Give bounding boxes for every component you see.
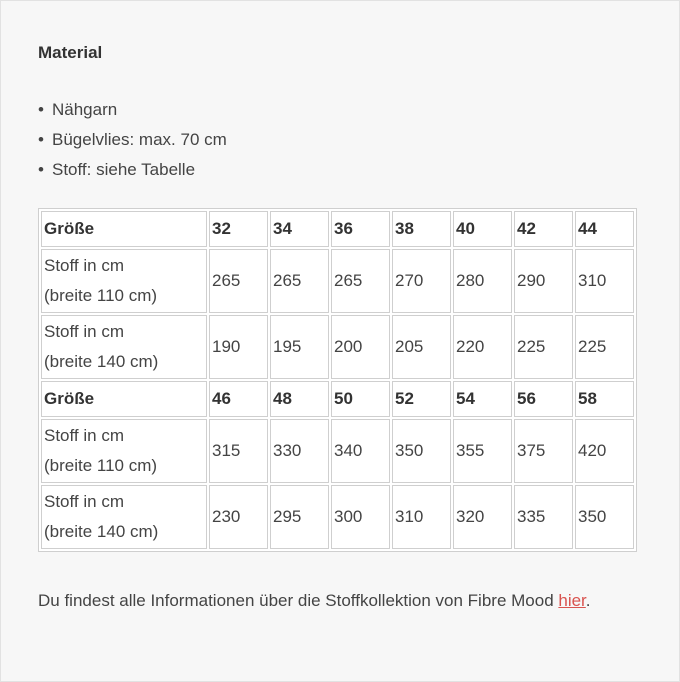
material-item: • Nähgarn (38, 96, 227, 126)
value-cell: 420 (575, 419, 634, 483)
value-cell: 205 (392, 315, 451, 379)
row-label (41, 249, 207, 313)
size-cell: 42 (514, 211, 573, 247)
value-cell: 350 (392, 419, 451, 483)
table-row (41, 485, 634, 549)
hier-link[interactable]: hier (558, 591, 586, 610)
value-cell: 315 (209, 419, 268, 483)
value-cell: 355 (453, 419, 512, 483)
footer-text: Du findest alle Informationen über die Stoffkollektion von Fibre Mood (38, 591, 559, 610)
row-label-line: Stoff in cm (44, 426, 124, 445)
row-label-line: (breite 140 cm) (44, 352, 159, 371)
table-row (41, 419, 634, 483)
footer-paragraph (38, 586, 638, 616)
size-cell: 56 (514, 381, 573, 417)
value-cell: 200 (331, 315, 390, 379)
size-header-label: Größe (41, 211, 207, 247)
table-row (41, 249, 634, 313)
size-cell: 44 (575, 211, 634, 247)
size-cell: 46 (209, 381, 268, 417)
table-header-row (41, 381, 634, 417)
value-cell: 335 (514, 485, 573, 549)
value-cell: 190 (209, 315, 268, 379)
value-cell: 310 (575, 249, 634, 313)
value-cell: 270 (392, 249, 451, 313)
footer-period: . (585, 591, 591, 610)
section-heading: Material (38, 43, 103, 62)
row-label-line: Stoff in cm (44, 256, 124, 275)
value-cell: 265 (209, 249, 268, 313)
row-label-line: Stoff in cm (44, 492, 124, 511)
value-cell: 220 (453, 315, 512, 379)
value-cell: 230 (209, 485, 268, 549)
row-label-line: (breite 140 cm) (44, 522, 159, 541)
size-cell: 58 (575, 381, 634, 417)
size-cell: 32 (209, 211, 268, 247)
row-label (41, 419, 207, 483)
size-header-label: Größe (41, 381, 207, 417)
value-cell: 290 (514, 249, 573, 313)
value-cell: 350 (575, 485, 634, 549)
size-cell: 52 (392, 381, 451, 417)
value-cell: 375 (514, 419, 573, 483)
table-row (41, 315, 634, 379)
size-cell: 48 (270, 381, 329, 417)
value-cell: 280 (453, 249, 512, 313)
size-cell: 40 (453, 211, 512, 247)
row-label-line: (breite 110 cm) (44, 286, 158, 305)
size-cell: 38 (392, 211, 451, 247)
value-cell: 265 (331, 249, 390, 313)
size-cell: 54 (453, 381, 512, 417)
fabric-size-table (38, 208, 637, 552)
value-cell: 225 (575, 315, 634, 379)
material-list (38, 96, 227, 186)
material-item: • Stoff: siehe Tabelle (38, 156, 227, 186)
value-cell: 295 (270, 485, 329, 549)
value-cell: 300 (331, 485, 390, 549)
value-cell: 340 (331, 419, 390, 483)
value-cell: 225 (514, 315, 573, 379)
table-header-row (41, 211, 634, 247)
row-label-line: Stoff in cm (44, 322, 124, 341)
value-cell: 310 (392, 485, 451, 549)
value-cell: 320 (453, 485, 512, 549)
value-cell: 330 (270, 419, 329, 483)
value-cell: 265 (270, 249, 329, 313)
size-cell: 36 (331, 211, 390, 247)
size-cell: 50 (331, 381, 390, 417)
row-label-line: (breite 110 cm) (44, 456, 158, 475)
size-cell: 34 (270, 211, 329, 247)
material-item: • Bügelvlies: max. 70 cm (38, 126, 227, 156)
row-label (41, 485, 207, 549)
row-label (41, 315, 207, 379)
value-cell: 195 (270, 315, 329, 379)
